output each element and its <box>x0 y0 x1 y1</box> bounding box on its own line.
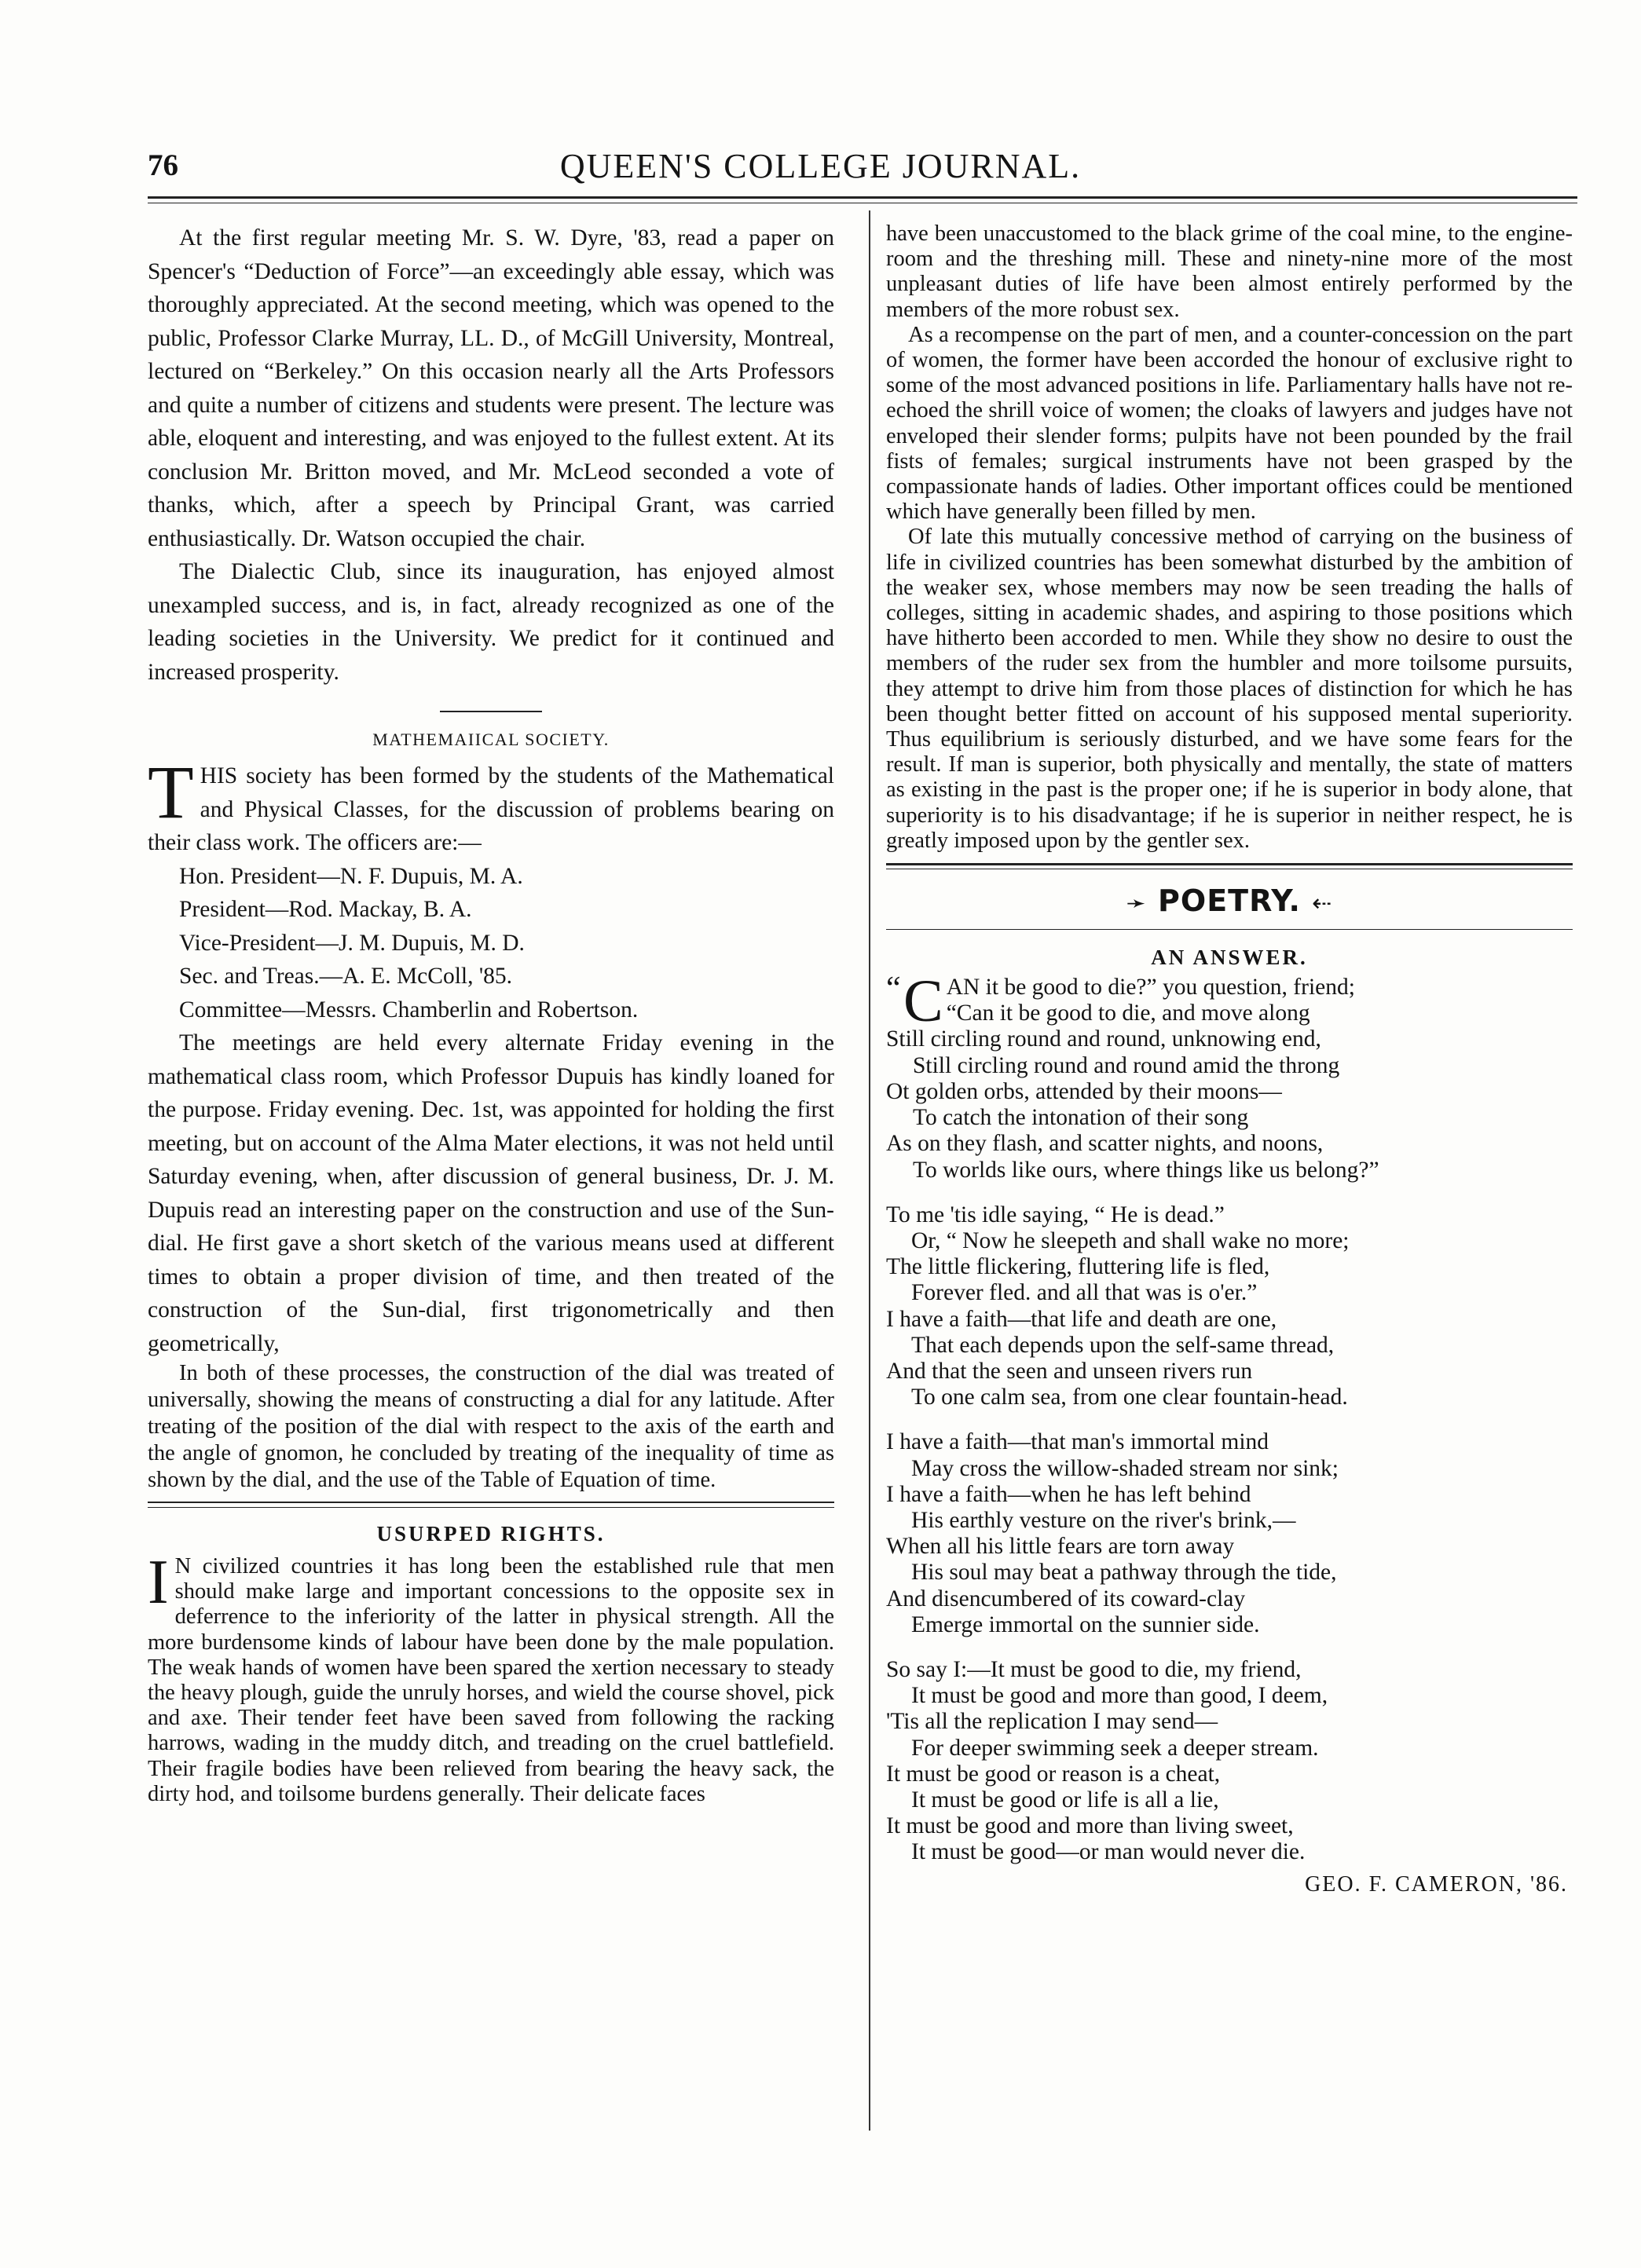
poem-line: When all his little fears are torn away <box>886 1534 1235 1560</box>
header-rule <box>148 196 1577 199</box>
section-rule <box>148 1502 834 1503</box>
poem-line: His soul may beat a pathway through the tide, <box>911 1560 1337 1586</box>
usurped-rights-heading: USURPED RIGHTS. <box>376 1522 606 1546</box>
poem-line: As on they flash, and scatter nights, and noons, <box>886 1131 1324 1157</box>
usurped-continued-2: As a recompense on the part of men, and a counter-concession on the part of women, the former have been accorded the honour of exclusive right to some of the most advanced positions in life. Parliamentary halls have not re-echoed the shrill voice of women; the cloaks of lawyers and judges have not enveloped their slender forms; pulpits have not been pounded by the frail fists of females; surgical instruments have not been grasped by the compassionate hands of ladies. Other important offices could be mentioned which have generally been filled by men. <box>886 322 1573 525</box>
math-meetings-paragraph: The meetings are held every alternate Friday evening in the mathematical class room, which Professor Dupuis has kindly loaned for the purpose. Friday evening. Dec. 1st, was appointed for holding the first meeting, but on account of the Alma Mater elections, it was not held until Saturday evening, when, after discussion of general business, Dr. J. M. Dupuis read an interesting paper on the construction and use of the Sun-dial. He first gave a short sketch of the various means used at different times to obtain a proper division of time, and then treated of the construction of the Sun-dial, first trigonometrically and then geometrically, <box>148 1030 834 1356</box>
poem-line: May cross the willow-shaded stream nor sink; <box>911 1455 1339 1481</box>
poem-line: Forever fled. and all that was is o'er.” <box>911 1280 1258 1306</box>
poem-line: Still circling round and round amid the throng <box>913 1052 1340 1078</box>
right-column <box>886 221 1573 1897</box>
poem-line: That each depends upon the self-same thread, <box>911 1332 1335 1358</box>
poem-stanza-4 <box>886 1657 1573 1866</box>
officer-president: President—Rod. Mackay, B. A. <box>179 897 472 922</box>
poem-line: I have a faith—that life and death are one, <box>886 1306 1277 1332</box>
section-divider <box>440 711 542 712</box>
officer-committee: Committee—Messrs. Chamberlin and Robertson. <box>179 997 639 1022</box>
poem-line: Or, “ Now he sleepeth and shall wake no more; <box>911 1227 1350 1253</box>
poem-line: I have a faith—when he has left behind <box>886 1481 1251 1507</box>
poem-line: To me 'tis idle saying, “ He is dead.” <box>886 1202 1225 1227</box>
usurped-continued-3: Of late this mutually concessive method of carrying on the business of life in civilized countries has been somewhat disturbed by the ambition of the weaker sex, whose members may now be seen treading the halls of colleges, sitting in academic shades, and aspiring to those positions which have hitherto been accorded to men. While they show no desire to oust the members of the ruder sex from the humbler and more toilsome pursuits, they attempt to drive him from those places of distinction for which he has been thought better fitted on account of his supposed mental superiority. Thus equilibrium is seriously disturbed, and we have some fears for the result. If man is superior, both physically and mentally, the state of matters as existing in the past is the proper one; if he is superior in body alone, that superiority is to his disadvantage; if he is superior in neither respect, he is greatly imposed upon by the gentler sex. <box>886 525 1573 853</box>
poem-line: And disencumbered of its coward-clay <box>886 1586 1246 1611</box>
usurped-rights-text: N civilized countries it has long been the established rule that men should make large and important concessions to the opposite sex in deferrence to the inferiority of the latter in physical strength. All the more burdensome kinds of labour have been done by the male population. The weak hands of women have been spared the xertion necessary to steady the heavy plough, guide the unruly horses, and wield the course shovel, pick and axe. Their tender feet have been saved from following the racking harrows, wading in the muddy ditch, and treading on the cruel battlefield. Their fragile bodies have been relieved from bearing the heavy sack, the dirty hod, and toilsome burdens generally. Their delicate faces <box>148 1554 834 1806</box>
poem-line: The little flickering, fluttering life is fled, <box>886 1254 1270 1280</box>
poem-line: It must be good or reason is a cheat, <box>886 1761 1221 1787</box>
ornament-left-icon: ➛ <box>1126 890 1147 918</box>
dialectic-paragraph-2: The Dialectic Club, since its inauguration, has enjoyed almost unexampled success, and is, in fact, already recognized as one of the leading societies in the University. We predict for it continued and increased prosperity. <box>148 559 834 685</box>
poem-line: So say I:—It must be good to die, my friend, <box>886 1656 1302 1682</box>
journal-title: QUEEN'S COLLEGE JOURNAL. <box>559 147 1082 185</box>
dialectic-paragraph-1: At the first regular meeting Mr. S. W. Dyre, '83, read a paper on Spencer's “Deduction of Force”—an exceedingly able essay, which was thoroughly appreciated. At the second meeting, which was opened to the public, Professor Clarke Murray, LL. D., of McGill University, Montreal, lectured on “Berkeley.” On this occasion nearly all the Arts Professors and quite a number of citizens and students were present. The lecture was able, eloquent and interesting, and was enjoyed to the fullest extent. At its conclusion Mr. Britton moved, and Mr. McLeod seconded a vote of thanks, which, after a speech by Principal Grant, was carried enthusiastically. Dr. Watson occupied the chair. <box>148 225 834 551</box>
section-rule-thin <box>148 1507 834 1508</box>
officer-vice-president: Vice-President—J. M. Dupuis, M. D. <box>179 930 525 956</box>
poem-stanza-3 <box>886 1429 1573 1638</box>
math-society-heading: MATHEMAIICAL SOCIETY. <box>372 730 610 749</box>
poem-line: Emerge immortal on the sunnier side. <box>911 1611 1260 1637</box>
poetry-heading-rule <box>886 929 1573 930</box>
math-intro-paragraph <box>148 750 834 860</box>
poetry-rule <box>886 863 1573 865</box>
poem-signature: GEO. F. CAMERON, '86. <box>1305 1871 1568 1897</box>
poem-line: To worlds like ours, where things like us belong?” <box>913 1157 1379 1183</box>
column-divider <box>869 210 870 2131</box>
page-number: 76 <box>148 148 178 182</box>
poem-open-quote: “ <box>886 971 901 1008</box>
poem-line: Ot golden orbs, attended by their moons— <box>886 1078 1282 1104</box>
usurped-rights-paragraph <box>148 1548 834 1807</box>
poem-line: AN it be good to die?” you question, friend; <box>946 975 1355 1000</box>
poem-line: It must be good—or man would never die. <box>911 1839 1306 1865</box>
poem-line: 'Tis all the replication I may send— <box>886 1709 1218 1735</box>
math-processes-paragraph: In both of these processes, the construction of the dial was treated of universally, showing the means of constructing a dial for any latitude. After treating of the position of the dial with respect to the axis of the earth and the angle of gnomon, he concluded by treating of the inequality of time as shown by the dial, and the use of the Table of Equation of time. <box>148 1361 834 1492</box>
poetry-heading <box>886 883 1573 918</box>
poem-line: It must be good or life is all a lie, <box>911 1787 1219 1813</box>
poem-line: And that the seen and unseen rivers run <box>886 1358 1253 1384</box>
poem-line: To catch the intonation of their song <box>913 1105 1249 1131</box>
poem-line: His earthly vesture on the river's brink,— <box>911 1507 1296 1533</box>
officers-list <box>148 860 834 1027</box>
math-intro-text: HIS society has been formed by the students of the Mathematical and Physical Classes, for the discussion of problems bearing on their class work. The officers are:— <box>148 763 834 855</box>
poem-dropcap: C <box>903 968 943 1035</box>
math-dropcap: T <box>148 750 194 834</box>
poem-title: AN ANSWER. <box>1151 946 1308 970</box>
poetry-heading-text: POETRY. <box>1158 883 1301 919</box>
poem-line: It must be good and more than living sweet, <box>886 1813 1294 1839</box>
officer-hon-president: Hon. President—N. F. Dupuis, M. A. <box>179 863 523 889</box>
poem-line: “Can it be good to die, and move along <box>946 1000 1310 1026</box>
poem <box>886 968 1573 1866</box>
usurped-continued-1: have been unaccustomed to the black grime of the coal mine, to the engine-room and the threshing mill. These and ninety-nine more of the most unpleasant duties of life have been almost entirely performed by the members of the more robust sex. <box>886 221 1573 322</box>
poem-line: I have a faith—that man's immortal mind <box>886 1429 1269 1455</box>
left-column <box>148 221 834 1807</box>
poem-line: To one calm sea, from one clear fountain-head. <box>911 1385 1348 1410</box>
usurped-dropcap: I <box>148 1548 169 1617</box>
poem-line: For deeper swimming seek a deeper stream. <box>911 1735 1319 1761</box>
poem-line: Still circling round and round, unknowing end, <box>886 1026 1321 1052</box>
officer-secretary: Sec. and Treas.—A. E. McColl, '85. <box>179 964 513 989</box>
poem-line: It must be good and more than good, I deem, <box>911 1683 1328 1709</box>
poem-stanza-2 <box>886 1202 1573 1411</box>
ornament-right-icon: ⇠ <box>1312 890 1333 918</box>
poem-stanza-1 <box>886 968 1573 1183</box>
